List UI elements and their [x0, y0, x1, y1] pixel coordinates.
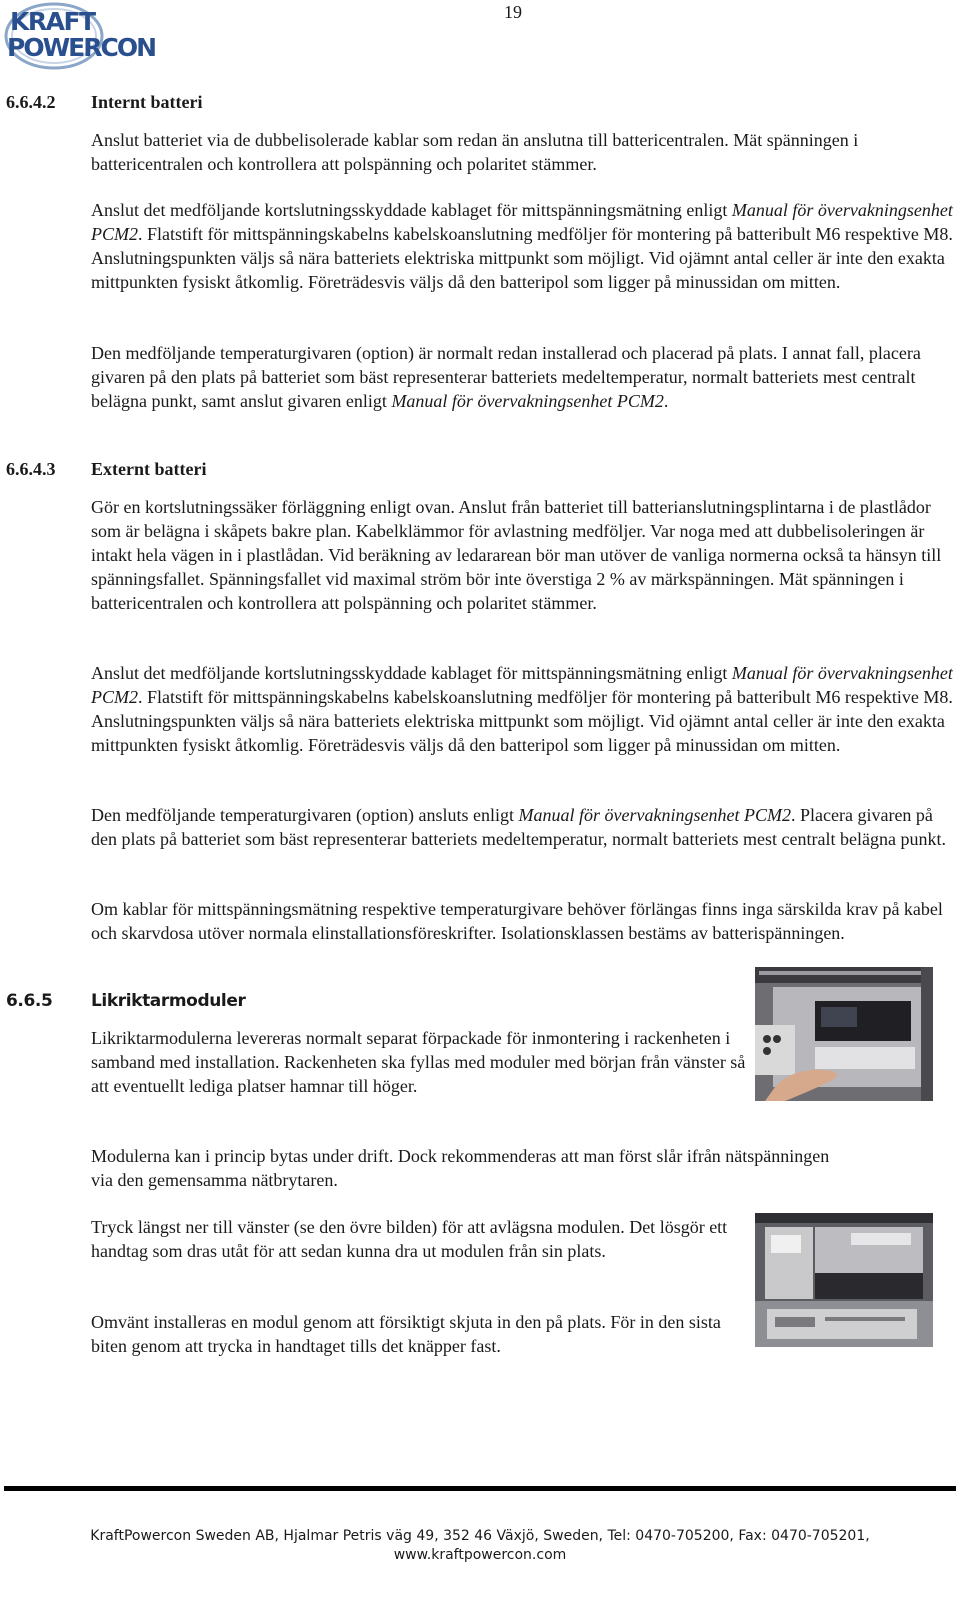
footer-website: www.kraftpowercon.com [393, 1547, 567, 1563]
text-run: . Placera givaren på den plats på batteriet som bäst representerar batteriets medeltemperatur, normalt batteriets mest centralt belägna punkt. [91, 805, 946, 849]
logo-text-powercon: POWERCON [7, 33, 156, 62]
section-title: Internt batteri [91, 92, 203, 112]
paragraph: Gör en kortslutningssäker förläggning enligt ovan. Anslut från batteriet till batterianslutningsplintarna i de plastlådor som är belägna i skåpets bakre plan. Kabelklämmor för avlastning medföljer. Var noga med att dubbelisoleringen är intakt hela vägen in i plastlådan. Vid beräkning av ledararean bör man utöver de vanliga normerna också ta hänsyn till spänningsfallet. Spänningsfallet vid maximal ström bör inte överstiga 2 % av märkspänningen. Mät spänningen i battericentralen och kontrollera att polspänning och polaritet stämmer. [91, 497, 942, 613]
company-logo [4, 2, 174, 70]
paragraph: Om kablar för mittspänningsmätning respektive temperaturgivare behöver förlängas finns inga särskilda krav på kabel och skarvdosa utöver normala elinstallationsföreskrifter. Isolationsklassen bestäms av batterispänningen. [91, 899, 943, 943]
paragraph: Likriktarmodulerna levereras normalt separat förpackade för inmontering i rackenheten i samband med installation. Rackenheten ska fyllas med moduler med början från vänster så att eventuellt lediga platser hamnar till höger. [91, 1028, 746, 1096]
paragraph: Modulerna kan i princip bytas under drift. Dock rekommenderas att man först slår ifrån nätspänningen via den gemensamma nätbrytaren. [91, 1146, 830, 1190]
rack-module-photo [755, 1213, 933, 1347]
manual-reference: Manual för övervakningsenhet PCM2 [91, 663, 953, 707]
paragraph: Omvänt installeras en modul genom att försiktigt skjuta in den på plats. För in den sista biten genom att trycka in handtaget tills det knäpper fast. [91, 1312, 721, 1356]
section-number: 6.6.5 [6, 991, 53, 1011]
page-number: 19 [504, 2, 522, 22]
section-number: 6.6.4.3 [6, 459, 56, 479]
section-title: Externt batteri [91, 459, 207, 479]
manual-reference: Manual för övervakningsenhet PCM2 [91, 200, 953, 244]
text-run: Anslut det medföljande kortslutningsskyddade kablaget för mittspänningsmätning enligt [91, 200, 732, 220]
text-run: Den medföljande temperaturgivaren (option) ansluts enligt [91, 805, 519, 825]
text-run: Den medföljande temperaturgivaren (option) är normalt redan installerad och placerad på plats. I annat fall, placera givaren på den plats på batteriet som bäst representerar batteriets medeltemperatur, normalt batteriets mest centralt belägna punkt, samt anslut givaren enligt [91, 343, 921, 411]
manual-reference: Manual för övervakningsenhet PCM2 [391, 391, 664, 411]
rectifier-module-photo [755, 967, 933, 1101]
text-run: . Flatstift för mittspänningskabelns kabelskoanslutning medföljer för montering på batteribult M6 respektive M8. Anslutningspunkten väljs så nära batteriets elektriska mittpunkt som möjligt. Vid ojämnt antal celler är inte den exakta mittpunkten fysiskt åtkomlig. Företrädesvis väljs då den batteripol som ligger på minussidan om mitten. [91, 224, 953, 292]
paragraph: Tryck längst ner till vänster (se den övre bilden) för att avlägsna modulen. Det lösgör ett handtag som dras utåt för att sedan kunna dra ut modulen från sin plats. [91, 1217, 728, 1261]
manual-reference: Manual för övervakningsenhet PCM2 [518, 805, 791, 825]
text-run: . [663, 391, 669, 411]
section-title: Likriktarmoduler [91, 991, 246, 1011]
footer-rule [4, 1486, 956, 1491]
paragraph [91, 341, 959, 413]
section-number: 6.6.4.2 [6, 92, 56, 112]
paragraph [91, 198, 959, 294]
logo-text-kraft: KRAFT [10, 7, 95, 36]
footer-address: KraftPowercon Sweden AB, Hjalmar Petris väg 49, 352 46 Växjö, Sweden, Tel: 0470-705200, Fax: 0470-705201, [90, 1528, 870, 1544]
text-run: Anslut det medföljande kortslutningsskyddade kablaget för mittspänningsmätning enligt [91, 663, 732, 683]
paragraph [91, 661, 959, 757]
paragraph [91, 803, 959, 851]
text-run: . Flatstift för mittspänningskabelns kabelskoanslutning medföljer för montering på batteribult M6 respektive M8. Anslutningspunkten väljs så nära batteriets elektriska mittpunkt som möjligt. Vid ojämnt antal celler är inte den exakta mittpunkten fysiskt åtkomlig. Företrädesvis väljs då den batteripol som ligger på minussidan om mitten. [91, 687, 953, 755]
paragraph: Anslut batteriet via de dubbelisolerade kablar som redan än anslutna till battericentralen. Mät spänningen i battericentralen och kontrollera att polspänning och polaritet stämmer. [91, 130, 859, 174]
